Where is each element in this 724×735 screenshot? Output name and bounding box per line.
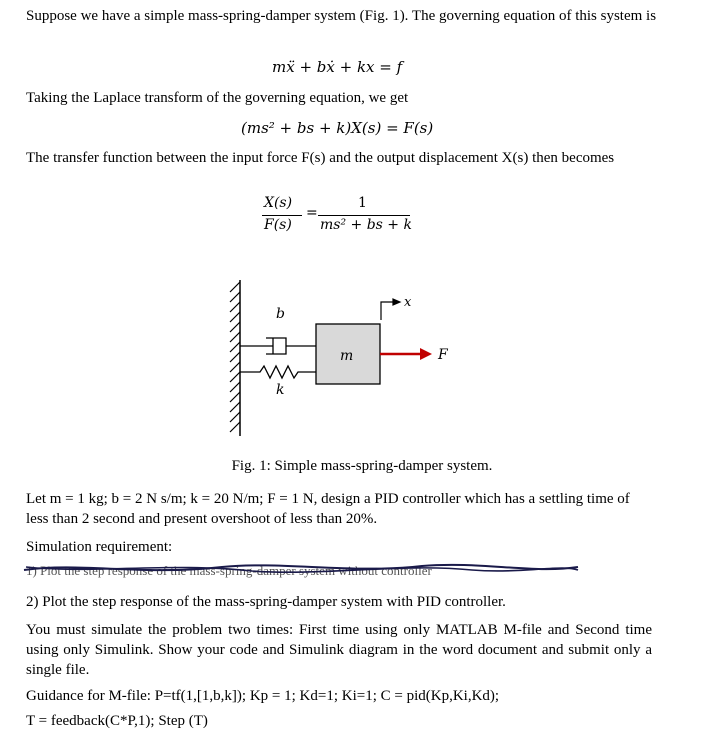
tf-lhs-bar <box>262 215 302 216</box>
intro-paragraph: Suppose we have a simple mass-spring-damper system (Fig. 1). The governing equation of this system is <box>26 8 657 24</box>
tf-rhs-bar <box>318 215 410 216</box>
tf-rhs-numerator: 1 <box>358 195 367 211</box>
requirement-1 <box>26 561 666 581</box>
label-b: b <box>276 306 285 322</box>
tf-equals: = <box>306 205 318 221</box>
wall-hatching <box>230 280 240 436</box>
simulate-instructions: You must simulate the problem two times: First time using only MATLAB M-file and Second time using only Simulink. Show your code and Simulink diagram in the word document and submit only a single file. <box>26 622 652 678</box>
problem-statement: Let m = 1 kg; b = 2 N s/m; k = 20 N/m; F = 1 N, design a PID controller which has a settling time of less than 2 second and present overshoot of less than 20%. <box>26 491 630 527</box>
label-k: k <box>276 382 285 398</box>
label-m: m <box>340 348 354 364</box>
figure-caption: Fig. 1: Simple mass-spring-damper system. <box>231 458 493 474</box>
mfile-guidance: Guidance for M-file: P=tf(1,[1,b,k]); Kp = 1; Kd=1; Ki=1; C = pid(Kp,Ki,Kd); <box>26 688 500 704</box>
requirement-2: 2) Plot the step response of the mass-spring-damper system with PID controller. <box>26 594 506 610</box>
spring <box>240 366 316 378</box>
transfer-paragraph: The transfer function between the input force F(s) and the output displacement X(s) then becomes <box>26 150 615 166</box>
tf-lhs-numerator: X(s) <box>264 195 293 211</box>
mass-spring-damper-figure <box>228 276 468 446</box>
laplace-paragraph: Taking the Laplace transform of the governing equation, we get <box>26 90 409 106</box>
label-F: F <box>438 347 448 363</box>
displacement-arrow <box>381 299 400 320</box>
governing-equation: mẍ + bẋ + kx = f <box>272 58 403 76</box>
label-x: x <box>404 295 412 310</box>
tf-lhs-denominator: F(s) <box>264 217 292 233</box>
tf-rhs-denominator: ms² + bs + k <box>320 217 412 233</box>
requirement-1-text: 1) Plot the step response of the mass-spring-damper system without controller <box>26 563 432 578</box>
struck-out-requirement <box>26 561 432 581</box>
laplace-equation: (ms² + bs + k)X(s) = F(s) <box>241 119 434 137</box>
damper <box>240 338 316 354</box>
force-arrow <box>380 348 432 360</box>
simulation-requirement-heading: Simulation requirement: <box>26 539 173 555</box>
feedback-line: T = feedback(C*P,1); Step (T) <box>26 713 208 729</box>
transfer-function <box>262 195 422 243</box>
